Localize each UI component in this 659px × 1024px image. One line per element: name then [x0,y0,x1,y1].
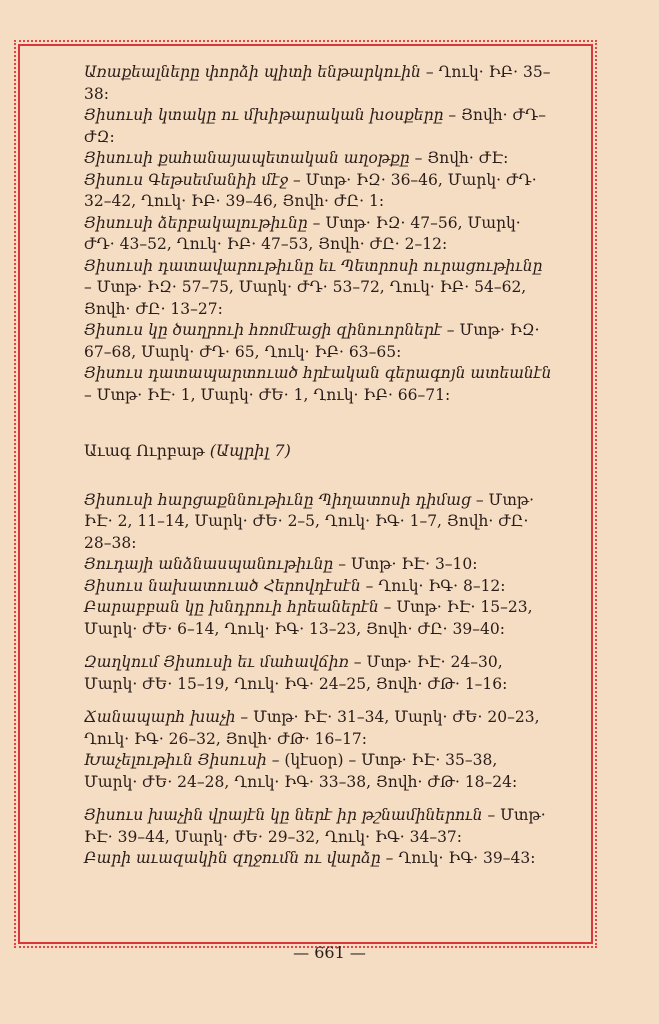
entry-heading: Խաչելութիւն Յիսուսի [84,751,267,769]
entry-references: – Մտթ· ԻԷ· 1, Մարկ· ԺԵ· 1, Ղուկ· ԻԲ· 66–71: [84,385,451,404]
scripture-entry [84,170,554,213]
scripture-entry [84,848,554,870]
entry-references: – Մտթ· ԻԷ· 15–23, Մարկ· ԺԵ· 6–14, Ղուկ· ԻԳ· 13–23, Յովհ· ԺԸ· 39–40: [84,598,533,638]
entry-references: – Մտթ· ԻԷ· 24–30, Մարկ· ԺԵ· 15–19, Ղուկ· ԻԳ· 24–25, Յովհ· ԺԹ· 1–16: [84,653,508,693]
section-title-date: (Ապրիլ 7) [209,441,291,460]
page-number: — 661 — [293,943,366,962]
entry-heading: Բարաբբան կը խնդրուի հրեաներէն [84,598,379,616]
entry-heading: Յիսուս կը ծաղրուի հռոմէացի զինուորներէ [84,321,442,339]
scripture-entry [84,576,554,598]
entry-heading: Յիսուս դատապարտուած հրէական գերագոյն ատեանէն [84,364,552,382]
entry-heading: Ճանապարհ խաչի [84,708,236,726]
section-title-text: Աւագ Ուրբաթ [84,441,205,460]
entry-references: – Յովհ· ԺԷ: [409,149,509,167]
scripture-entry [84,105,554,148]
page-body [84,62,554,870]
entry-references: – Մտթ· ԻԷ· 3–10: [333,555,478,573]
scripture-entry [84,750,554,793]
scripture-entry [84,363,554,406]
entry-heading: Յիսուսի հարցաքննութիւնը Պիղատոսի դիմաց [84,490,471,509]
entry-heading: Առաքեալները փորձի պիտի ենթարկուին [84,63,421,81]
scripture-entry [84,256,554,321]
entry-references: – Մտթ· ԻԷ· 31–34, Մարկ· ԺԵ· 20–23, Ղուկ· ԻԳ· 26–32, Յովհ· ԺԹ· 16–17: [84,708,540,748]
scripture-entry [84,597,554,640]
entry-references: – Մտթ· ԻԶ· 36–46, Մարկ· ԺԴ· 32–42, Ղուկ· ԻԲ· 39–46, Յովհ· ԺԸ· 1: [84,170,537,210]
section-title [84,440,554,462]
entry-references: – Մտթ· ԻԶ· 47–56, Մարկ· ԺԴ· 43–52, Ղուկ· ԻԲ· 47–53, Յովհ· ԺԸ· 2–12: [84,213,521,253]
section-holy-thursday [84,62,554,406]
scripture-entry [84,148,554,170]
entry-spacer [84,695,554,707]
scripture-entry [84,707,554,750]
scripture-entry [84,554,554,576]
entry-references: – Մտթ· ԻԶ· 57–75, Մարկ· ԺԴ· 53–72, Ղուկ· ԻԲ· 54–62, Յովհ· ԺԸ· 13–27: [84,278,527,318]
scripture-entry [84,805,554,848]
entry-spacer [84,793,554,805]
scripture-entry [84,213,554,256]
entry-heading: Յիսուսի կտակը ու մխիթարական խօսքերը [84,106,444,124]
scripture-entry [84,62,554,105]
section-good-friday [84,490,554,870]
entry-references: – Մտթ· ԻԷ· 2, 11–14, Մարկ· ԺԵ· 2–5, Ղուկ· ԻԳ· 1–7, Յովհ· ԺԸ· 28–38: [84,490,535,552]
entry-references: – Մտթ· ԻԶ· 67–68, Մարկ· ԺԴ· 65, Ղուկ· ԻԲ· 63–65: [84,321,540,361]
entry-heading: Յիսուսի դատավարութիւնը եւ Պետրոսի ուրացութիւնը [84,256,543,275]
entry-heading: Յիսուս խաչին վրայէն կը ներէ իր թշնամիներուն [84,806,483,824]
entry-references: – Ղուկ· ԻԲ· 35–38: [84,63,551,103]
entry-references: – Ղուկ· ԻԳ· 8–12: [360,576,506,595]
entry-references: – Ղուկ· ԻԳ· 39–43: [380,849,536,867]
entry-heading: Բարի աւազակին զղջումն ու վարձը [84,849,381,867]
entry-heading: Յիսուսի քահանայապետական աղօթքը [84,149,410,167]
entry-references: – Մտթ· ԻԷ· 39–44, Մարկ· ԺԵ· 29–32, Ղուկ· ԻԳ· 34–37: [84,806,546,846]
scripture-entry [84,490,554,555]
entry-heading: Յուդայի անձնասպանութիւնը [84,555,334,573]
entry-references: – Յովհ· ԺԴ–ԺԶ: [84,106,546,146]
entry-heading: Յիսուսի ձերբակալութիւնը [84,213,308,232]
scripture-entry [84,652,554,695]
entry-spacer [84,640,554,652]
scripture-entry [84,320,554,363]
entry-heading: Յիսուս Գեթսեմանիի մէջ [84,170,289,189]
entry-heading: Յիսուս նախատուած Հերովդէսէն [84,576,361,595]
entry-references: – (կէսօր) – Մտթ· ԻԷ· 35–38, Մարկ· ԺԵ· 24–28, Ղուկ· ԻԳ· 33–38, Յովհ· ԺԹ· 18–24: [84,751,518,791]
entry-heading: Զաղկում Յիսուսի եւ մահավճիռ [84,653,349,671]
